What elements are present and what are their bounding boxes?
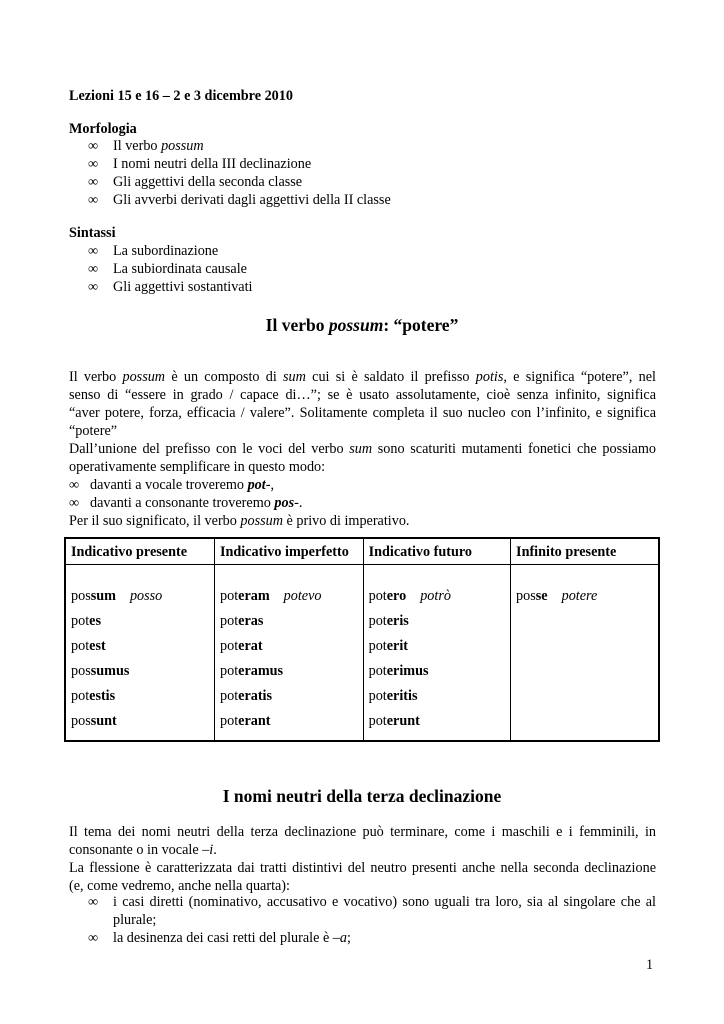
translation: potere <box>561 588 598 604</box>
conjugation-form: poteram potevo <box>220 588 322 604</box>
text-line: La flessione è caratterizzata dai tratti distintivi del neutro presenti anche nella seconda declinazione <box>69 860 656 876</box>
morfologia-heading: Morfologia <box>69 121 137 137</box>
table-cell <box>65 565 215 742</box>
conjugation-form: poteris <box>368 613 409 629</box>
morfologia-list <box>88 137 391 209</box>
list-item: ∞ davanti a vocale troveremo pot-, <box>69 477 274 493</box>
list-item: ∞ Gli aggettivi sostantivati <box>88 279 253 295</box>
infinity-bullet-icon: ∞ <box>88 192 99 208</box>
conjugation-form: poterant <box>220 713 271 729</box>
conjugation-form: poteras <box>220 613 264 629</box>
possum-paragraph <box>69 368 656 530</box>
text-line: Il verbo possum è un composto di sum cui si è saldato il prefisso potis, e significa “potere”, nel <box>69 369 656 385</box>
conjugation-form: posse potere <box>516 588 598 604</box>
conjugation-form: possum posso <box>71 588 163 604</box>
sintassi-list <box>88 242 253 296</box>
infinity-bullet-icon: ∞ <box>88 243 99 259</box>
conjugation-form: poterunt <box>368 713 420 729</box>
section-title-possum: Il verbo possum: “potere” <box>265 315 459 335</box>
conjugation-form: poterat <box>220 638 263 654</box>
list-item: ∞ Gli aggettivi della seconda classe <box>88 174 303 190</box>
conjugation-form: possunt <box>71 713 117 729</box>
text-line: senso di “essere in grado / capace di…”; se è usato assolutamente, cioè senza infinito, significa <box>69 387 656 403</box>
conjugation-form: potero potrò <box>368 588 451 604</box>
list-item: ∞ I nomi neutri della III declinazione <box>88 156 312 172</box>
conjugation-table <box>64 537 660 742</box>
list-item: ∞ davanti a consonante troveremo pos-. <box>69 495 303 511</box>
translation: potrò <box>420 588 451 604</box>
neutri-list <box>88 893 656 947</box>
text-line: consonante o in vocale –i. <box>69 842 217 858</box>
conjugation-form: poterimus <box>368 663 429 679</box>
infinity-bullet-icon: ∞ <box>69 495 80 511</box>
infinity-bullet-icon: ∞ <box>88 279 99 295</box>
list-item: ∞ i casi diretti (nominativo, accusativo e vocativo) sono uguali tra loro, sia al singolare che al plurale; <box>88 894 656 928</box>
sintassi-heading: Sintassi <box>69 225 116 241</box>
conjugation-form: poterit <box>368 638 409 654</box>
conjugation-form: possumus <box>71 663 130 679</box>
conjugation-form: poteratis <box>220 688 273 704</box>
text-line: Per il suo significato, il verbo possum è privo di imperativo. <box>69 513 410 529</box>
translation: potevo <box>283 588 322 604</box>
infinity-bullet-icon: ∞ <box>88 261 99 277</box>
table-row <box>65 565 659 742</box>
table-header: Indicativo imperfetto <box>215 538 364 565</box>
table-cell <box>363 565 510 742</box>
text-line: (e, come vedremo, anche nella quarta): <box>69 878 290 894</box>
list-item: ∞ Il verbo possum <box>88 138 204 154</box>
document-title: Lezioni 15 e 16 – 2 e 3 dicembre 2010 <box>69 88 293 104</box>
infinity-bullet-icon: ∞ <box>88 174 99 190</box>
text-line: “potere” <box>69 423 118 439</box>
conjugation-form: potes <box>71 613 101 629</box>
list-item: ∞ Gli avverbi derivati dagli aggettivi della II classe <box>88 192 391 208</box>
list-item: ∞ La subordinazione <box>88 243 219 259</box>
section-title-neutri: I nomi neutri della terza declinazione <box>222 786 502 806</box>
conjugation-form: poteritis <box>368 688 418 704</box>
translation: posso <box>129 588 163 604</box>
table-cell <box>511 565 659 742</box>
table-cell <box>215 565 364 742</box>
text-line: “aver potere, forza, efficacia / valere”. Solitamente completa il suo nucleo con l’infinito, e significa <box>69 405 656 421</box>
table-header: Indicativo presente <box>65 538 215 565</box>
infinity-bullet-icon: ∞ <box>88 930 99 946</box>
text-line: Dall’unione del prefisso con le voci del verbo sum sono scaturiti mutamenti fonetici che possiamo <box>69 441 656 457</box>
infinity-bullet-icon: ∞ <box>88 138 99 154</box>
text-line: operativamente semplificare in questo modo: <box>69 459 326 475</box>
conjugation-form: poteramus <box>220 663 284 679</box>
conjugation-form: potestis <box>71 688 116 704</box>
list-item: ∞ La subiordinata causale <box>88 261 247 277</box>
list-item: ∞ la desinenza dei casi retti del plurale è –a; <box>88 930 351 946</box>
infinity-bullet-icon: ∞ <box>69 477 80 493</box>
conjugation-form: potest <box>71 638 106 654</box>
text-line: Il tema dei nomi neutri della terza declinazione può terminare, come i maschili e i femminili, in <box>69 824 656 840</box>
infinity-bullet-icon: ∞ <box>88 894 99 910</box>
table-header: Infinito presente <box>511 538 659 565</box>
page-number: 1 <box>646 957 654 973</box>
table-header: Indicativo futuro <box>363 538 510 565</box>
neutri-paragraph <box>69 823 656 895</box>
table-header-row <box>65 538 659 565</box>
infinity-bullet-icon: ∞ <box>88 156 99 172</box>
